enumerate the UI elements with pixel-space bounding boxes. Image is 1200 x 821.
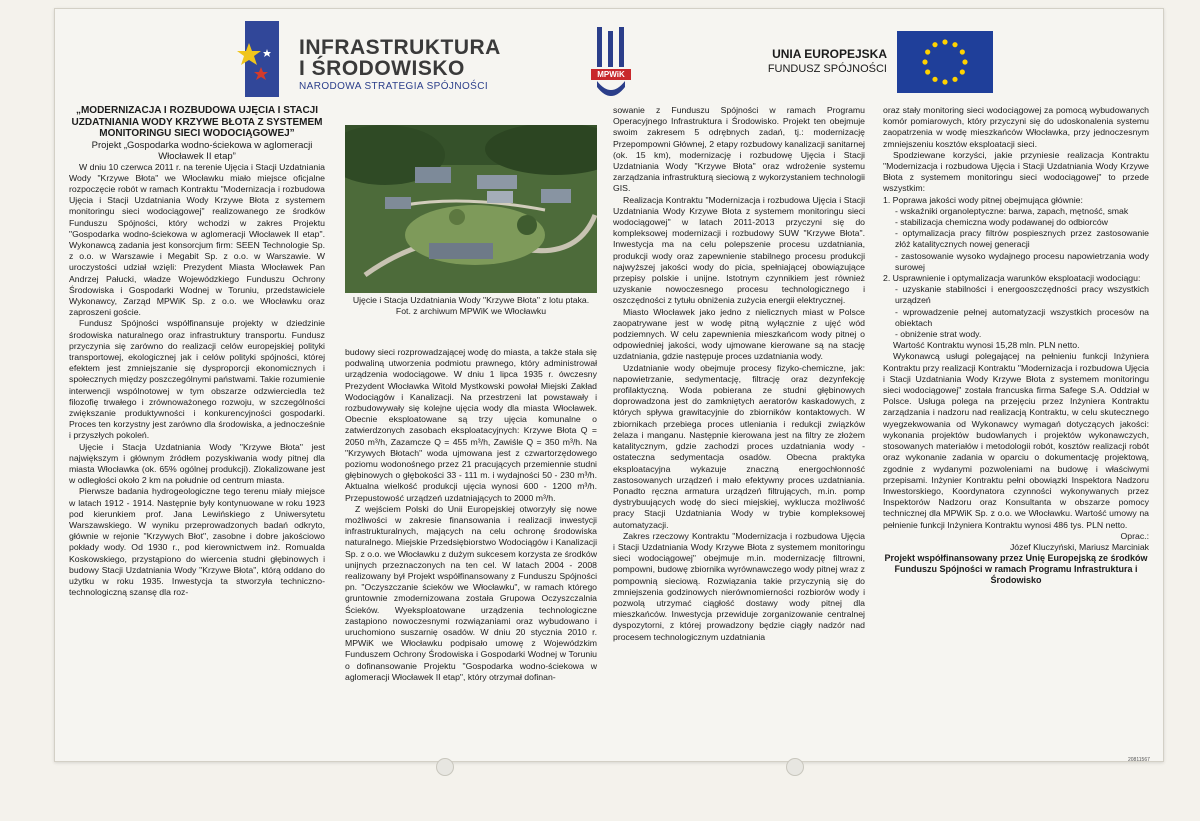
paragraph: budowy sieci rozprowadzającej wodę do miasta, a także stała się podwaliną utworzenia podmiotu prawnego, który administrował urządzenia wodociągowe. W dniu 1 lipca 1935 r. ówczesny Prezydent Włocławka Witold Mystkowski powołał Miejski Zakład Wodociągów i Kanalizacji. Na przestrzeni lat powstawały i rozbudowywały się kolejne ujęcia wody dla miasta Włocławek. Obecnie eksploatowane są trzy ujęcia komunalne o zatwierdzonych zasobach eksploatacyjnych: Krzywe Błota Q = 2050 m³/h, Zazamcze Q = 455 m³/h, Zawiśle Q = 350 m³/h. Na "Krzywych Błotach" woda ujmowana jest z czwartorzędowego poziomu wodonośnego przez 21 pracujących przemiennie studni głębinowych o głębokości 33 - 111 m. i wydajności 50 - 230 m³/h. Aktualna wielkość produkcji ujęcia wynosi 600 - 1200 m³/h. Przepustowość urządzeń uzdatniających to 2000 m³/h. <box>345 347 597 503</box>
eu-star-icon <box>932 77 937 82</box>
signature-names: Józef Kluczyński, Mariusz Marciniak <box>1009 541 1149 552</box>
column-2 <box>345 347 597 683</box>
list-item: - obniżenie strat wody. <box>895 329 982 340</box>
poiis-logo-icon <box>231 19 281 99</box>
column-4 <box>883 105 1149 586</box>
paragraph: Z wejściem Polski do Unii Europejskiej otworzyły się nowe możliwości w zakresie finansowania i realizacji inwestycji infrastrukturalnych, mających na celu ochronę środowiska naturalnego. Miejskie Przedsiębiorstwo Wodociągów i Kanalizacji Sp. z o.o. we Włocławku z dużym sukcesem korzysta ze środków unijnych przeznaczonych na ten cel. W latach 2004 - 2008 realizowany był Projekt współfinansowany z Funduszu Spójności pn. "Oczyszczanie ścieków we Włocławku", w ramach którego gruntownie zmodernizowana została Grupowa Oczyszczalnia Ścieków. Wyeksploatowane urządzenia technologiczne zastąpiono nowoczesnymi rozwiązaniami oraz wybudowano i uruchomiono suszarnię osadów. W dniu 20 stycznia 2010 r. MPWiK we Włocławku podpisało umowę z Wojewódzkim Funduszem Ochrony Środowiska i Gospodarki Wodnej w Toruniu o dofinansowanie Projektu "Gospodarka wodno-ściekowa w aglomeracji Włocławek II etap", który otrzymał dofinan- <box>345 503 597 682</box>
paragraph: Fundusz Spójności współfinansuje projekty w dziedzinie środowiska naturalnego oraz infrastruktury transportu. Fundusz przyczynia się zarówno do realizacji celów europejskiej polityki transportowej, ekologicznej jak i celów polityki spójności, której efektem jest zmniejszanie się dysproporcji ekonomicznych i społecznych między poszczególnymi państwami. Takie rozumienie interwencji wspólnotowej w tym obszarze odzwierciedla też filozofię trwałego i zrównoważonego rozwoju, w szczególności zwiększanie produktywności i konkurencyjności gospodarki. Proces ten korzystny jest zarówno dla środowiska, a jednocześnie i przyszłych pokoleń. <box>69 318 325 441</box>
page-code: 20811567 <box>1128 757 1150 763</box>
list-item: - wskaźniki organoleptyczne: barwa, zapach, mętność, smak <box>895 205 1129 216</box>
mpwik-logo <box>591 25 641 103</box>
eu-star-icon <box>952 77 957 82</box>
paragraph: Realizacja Kontraktu "Modernizacja i rozbudowa Ujęcia i Stacji Uzdatniania Wody Krzywe Błota z systemem monitoringu sieci wodociągowej" w latach 2011-2013 przyczyni się do kompleksowej modernizacji i rozbudowy SUW "Krzywe Błota". Inwestycja ma na celu polepszenie procesu uzdatniania, produkcji wody oraz zapewnienie stabilnego procesu produkcji najwyższej jakości wody do picia, spełniającej obowiązujące przepisy polskie i unijne. Istotnym czynnikiem jest również uzyskanie nowoczesnego procesu technologicznego i oszczędności z tytułu obniżenia zużycia energii elektrycznej. <box>613 194 865 306</box>
poiis-line-2: I ŚRODOWISKO <box>299 57 465 80</box>
list-heading: 2. Usprawnienie i optymalizacja warunków eksploatacji wodociągu: <box>883 273 1141 284</box>
eu-star-icon <box>952 42 957 47</box>
eu-flag-icon <box>897 31 993 93</box>
eu-star-icon <box>942 79 947 84</box>
article-photo <box>345 125 597 343</box>
paragraph: Pierwsze badania hydrogeologiczne tego terenu miały miejsce w latach 1912 - 1914. Następnie były kontynuowane w roku 1923 pod kierunkiem prof. Jana Lewińskiego z Uniwersytetu Warszawskiego. W wyniku przeprowadzonych badań odkryto, głównie w rejonie "Krzywych Błot", zasobne i dobre jakościowo pokłady wody. Od 1930 r., pod kierownictwem inż. Romualda Koskowskiego, przystąpiono do wiercenia studni głębinowych i budowy Stacji Uzdatniania Wody "Krzywe Błota", którą oddano do użytku w roku 1935. Inwestycja ta stworzyła techniczno-technologiczną szansę dla roz- <box>69 486 325 598</box>
poiis-line-1: INFRASTRUKTURA <box>299 36 501 59</box>
paragraph: Wartość Kontraktu wynosi 15,28 mln. PLN netto. <box>893 340 1080 351</box>
column-3 <box>613 105 865 643</box>
eu-wordmark <box>759 47 887 75</box>
paragraph: sowanie z Funduszu Spójności w ramach Programu Operacyjnego Infrastruktura i Środowisko. Projekt ten obejmuje swoim zakresem 5 odrębnych zadań, tj.: modernizację Przepompowni Głównej, 2 etapy rozbudowy kanalizacji sanitarnej (ok. 15 km), modernizację i rozbudowę Ujęcia i Stacji Uzdatniania Wody "Krzywe Błota" oraz wdrożenie systemu zarządzania infrastrukturą sieciową z wykorzystaniem technologii GIS. <box>613 105 865 194</box>
eu-star-icon <box>960 69 965 74</box>
column-1 <box>69 105 325 598</box>
poiis-line-3: NARODOWA STRATEGIA SPÓJNOŚCI <box>299 81 489 92</box>
eu-star-icon <box>932 42 937 47</box>
mpwik-logo-icon <box>591 25 631 103</box>
eu-star-icon <box>925 69 930 74</box>
eu-star-icon <box>962 59 967 64</box>
eu-star-icon <box>960 49 965 54</box>
list-item: - optymalizacja pracy filtrów pospiesznych przez zastosowanie złóż katalitycznych nowej generacji <box>895 228 1149 250</box>
article-title: „MODERNIZACJA I ROZBUDOWA UJĘCIA I STACJI UZDATNIANIA WODY KRZYWE BŁOTA Z SYSTEMEM MONITORINGU SIECI WODOCIĄGOWEJ” <box>71 105 323 139</box>
paragraph: oraz stały monitoring sieci wodociągowej za pomocą wybudowanych komór pomiarowych, który przyczyni się do udoskonalenia systemu zaopatrzenia w wodę mieszkańców Włocławka, przy jednoczesnym zmniejszeniu kosztów eksploatacji sieci. <box>883 105 1149 149</box>
paragraph: Miasto Włocławek jako jedno z nielicznych miast w Polsce zaopatrywane jest w wodę pitną wyłącznie z ujęć wód podziemnych. W celu zapewnienia mieszkańcom wody pitnej o odpowiedniej jakości, wody ujmowane kierowane są na stację uzdatniania, gdzie następuje proces uzdatniania wody. <box>613 306 865 362</box>
paragraph: W dniu 10 czerwca 2011 r. na terenie Ujęcia i Stacji Uzdatniania Wody "Krzywe Błota" we Włocławku miało miejsce oficjalne rozpoczęcie robót w ramach Kontraktu "Modernizacja i rozbudowa Ujęcia i Stacji Uzdatniania Wody Krzywe Błota z systemem monitoringu sieci wodociągowej" realizowanego ze środków Funduszu Spójności, który wchodzi w zakres Projektu "Gospodarka wodno-ściekowa w aglomeracji Włocławek II etap". Wykonawcą zadania jest konsorcjum firm: SEEN Technologie Sp. z o.o. w Warszawie i Megabit Sp. z o.o. w Warszawie. W uroczystości udział wzięli: Prezydent Miasta Włocławek Pan Andrzej Pałucki, władze Wojewódzkiego Funduszu Ochrony Środowiska i Gospodarki Wodnej w Toruniu, przedstawiciele Wykonawcy, Zarząd MPWiK Sp. z o.o. we Włocławku oraz zaproszeni goście. <box>69 161 325 318</box>
eu-star-icon <box>922 59 927 64</box>
photo-caption: Ujęcie i Stacja Uzdatniania Wody "Krzywe Błota" z lotu ptaka. Fot. z archiwum MPWiK we Włocławku <box>352 295 590 316</box>
header <box>55 9 1163 107</box>
list-item: - uzyskanie stabilności i energooszczędności pracy wszystkich urządzeń <box>895 284 1149 306</box>
poiis-wordmark <box>299 37 501 92</box>
list-heading: 1. Poprawa jakości wody pitnej obejmująca głównie: <box>883 194 1083 205</box>
paragraph: Zakres rzeczowy Kontraktu "Modernizacja i rozbudowa Ujęcia i Stacji Uzdatniania Wody Krzywe Błota z systemem monitoringu sieci wodociągowej" obejmuje m.in. modernizację filtrowni, pompowni, budowę zbiornika wyrównawczego wody pitnej wraz z pompownią sieciową. Rozwiązania takie przyczynią się do zmniejszenia godzinowych nierównomierności rozbiorów wody i pozwolą utrzymać ciągłość dostawy wody pitnej dla mieszkańców. Inwestycja przewiduje zorganizowanie centralnej dyspozytorni, z której prowadzony będzie ciągły nadzór nad procesem technologicznym uzdatniania <box>613 530 865 642</box>
eu-line-2: FUNDUSZ SPÓJNOŚCI <box>767 63 887 75</box>
paragraph: Wykonawcą usługi polegającej na pełnieniu funkcji Inżyniera Kontraktu przy realizacji Kontraktu "Modernizacja i rozbudowa Ujęcia i Stacji Uzdatniania Wody Krzywe Błota z systemem monitoringu sieci wodociągowej" została francuska firma Safege S.A. Oddział w Polsce. Usługa polega na przejęciu przez Inżyniera Kontraktu zarządzania i nadzoru nad realizacją Kontraktu, w celu skutecznego wyegzekwowania od Wykonawcy wymagań dotyczących jakości: wykonania projektów budowlanych i projektów wykonawczych, stosowanych materiałów i metodologii robót, kosztów realizacji robót oraz wykonanie zadania w oparciu o dokumentację projektową, zgodnie z wydanymi pozwoleniami na budowę i właściwymi przepisami. Inżynier Kontraktu pełni obowiązki Inspektora Nadzoru Inwestorskiego, Koordynatora czynności wykonywanych przez Inspektorów Nadzoru oraz Konsultanta w obszarze pomocy technicznej dla MPWiK Sp. z o.o. we Włocławku. Wartość umowy na pełnienie funkcji Inżyniera Kontraktu wynosi 486 tys. PLN netto. <box>883 351 1149 530</box>
list-item: - wprowadzenie pełnej automatyzacji wszystkich procesów na obiektach <box>895 306 1149 328</box>
eu-star-icon <box>942 39 947 44</box>
article-subtitle: Projekt „Gospodarka wodno-ściekowa w aglomeracji Włocławek II etap” <box>91 139 313 162</box>
list-item: - stabilizacja chemiczna wody podawanej do odbiorców <box>895 217 1108 228</box>
cofinancing-note: Projekt współfinansowany przez Unię Europejską ze środków Funduszu Spójności w ramach Programu Infrastruktura i Środowisko <box>884 553 1148 586</box>
eu-line-1: UNIA EUROPEJSKA <box>772 47 887 61</box>
paragraph: Ujęcie i Stacja Uzdatniania Wody "Krzywe Błota" jest największym i głównym źródłem pozyskiwania wody pitnej dla miasta Włocławka (ok. 65% ogólnej produkcji). Zlokalizowane jest w odległości około 2 km na południe od centrum miasta. <box>69 441 325 486</box>
aerial-photo-image <box>345 125 597 293</box>
eu-star-icon <box>925 49 930 54</box>
punch-hole <box>786 758 804 776</box>
signature-label: Oprac.: <box>1120 530 1149 541</box>
punch-hole <box>436 758 454 776</box>
paragraph: Spodziewane korzyści, jakie przyniesie realizacja Kontraktu "Modernizacja i rozbudowa Ujęcia i Stacji Uzdatniania Wody Krzywe Błota z systemem monitoringu sieci wodociągowej" to przede wszystkim: <box>883 149 1149 194</box>
list-item: - zastosowanie wysoko wydajnego procesu napowietrzania wody surowej <box>895 250 1149 272</box>
paragraph: Uzdatnianie wody obejmuje procesy fizyko-chemiczne, jak: napowietrzanie, sedymentację, filtrację oraz dezynfekcję profilaktyczną. Woda pobierana ze studni głębinowych doprowadzona jest do zamkniętych aeratorów kaskadowych, z których spływa grawitacyjnie do zbiorników kontaktowych. W zbiornikach przebiega proces utleniania i redukcji związków żelaza i manganu. Następnie kierowana jest na filtry ze złożem katalitycznym, gdzie zachodzi proces uzdatniania wody - ostateczna sedymentacja osadów. Obecna praktyka eksploatacyjna wykazuje znaczną energochłonność zastosowanych urządzeń i mało efektywny proces uzdatniania. Ponadto ręczna armatura urządzeń filtrujących, m.in. pomp dystrybuujących wodę do sieci miejskiej, wyklucza możliwość pracy Stacji Uzdatniania Wody w trybie kompleksowej automatyzacji. <box>613 362 865 530</box>
newspaper-page <box>54 8 1164 762</box>
mpwik-label: MPWiK <box>591 69 631 80</box>
